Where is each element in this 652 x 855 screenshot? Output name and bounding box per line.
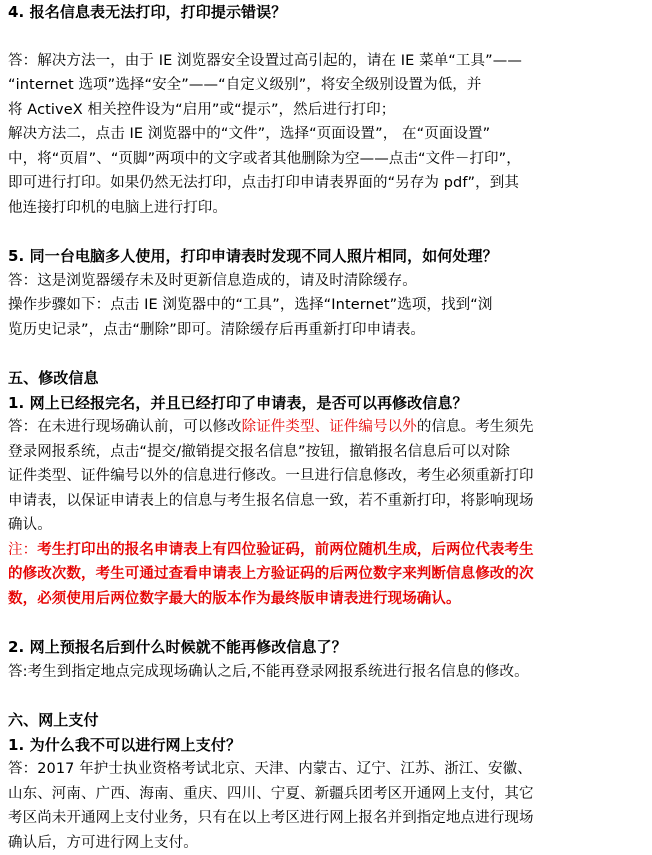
answer-line: 答:考生到指定地点完成现场确认之后,不能再登录网报系统进行报名信息的修改。: [8, 660, 642, 685]
spacer: [8, 220, 642, 244]
section-heading: 五、修改信息: [8, 366, 642, 391]
answer-line: 答：2017 年护士执业资格考试北京、天津、内蒙古、辽宁、江苏、浙江、安徽、: [8, 757, 642, 782]
answer-line: 登录网报系统，点击“提交/撤销提交报名信息”按钮，撤销报名信息后可以对除: [8, 440, 642, 465]
q4-heading: 4. 报名信息表无法打印，打印提示错误？: [8, 0, 642, 25]
question-heading: 2. 网上预报名后到什么时候就不能再修改信息了？: [8, 635, 642, 660]
highlighted-text: 除证件类型、证件编号以外: [242, 419, 417, 435]
answer-line: 确认后，方可进行网上支付。: [8, 831, 642, 855]
spacer: [8, 342, 642, 366]
q4-answer-line: 解决方法二，点击 IE 浏览器中的“文件”，选择“页面设置”， 在“页面设置”: [8, 122, 642, 147]
spacer: [8, 25, 642, 49]
answer-line: 考区尚未开通网上支付业务，只有在以上考区进行网上报名并到指定地点进行现场: [8, 806, 642, 831]
answer-line: 申请表，以保证申请表上的信息与考生报名信息一致，若不重新打印，将影响现场: [8, 489, 642, 514]
note-label: 注：: [8, 542, 37, 558]
q4-answer-line: 中，将“页眉”、“页脚”两项中的文字或者其他删除为空——点击“文件－打印”，: [8, 147, 642, 172]
q4-answer-line: 他连接打印机的电脑上进行打印。: [8, 196, 642, 221]
answer-line: 证件类型、证件编号以外的信息进行修改。一旦进行信息修改，考生必须重新打印: [8, 464, 642, 489]
spacer: [8, 611, 642, 635]
note-text: 考生打印出的报名申请表上有四位验证码，前两位随机生成，后两位代表考生: [37, 542, 533, 558]
question-heading: 1. 为什么我不可以进行网上支付？: [8, 733, 642, 758]
q5-answer-line: 览历史记录”，点击“删除”即可。清除缓存后再重新打印申请表。: [8, 318, 642, 343]
section-heading: 六、网上支付: [8, 708, 642, 733]
note-line: 数，必须使用后两位数字最大的版本作为最终版申请表进行现场确认。: [8, 587, 642, 612]
answer-line: 确认。: [8, 513, 642, 538]
answer-line: [8, 415, 642, 440]
q4-answer-line: 答：解决方法一，由于 IE 浏览器安全设置过高引起的，请在 IE 菜单“工具”——: [8, 49, 642, 74]
q4-answer-line: 即可进行打印。如果仍然无法打印，点击打印申请表界面的“另存为 pdf”，到其: [8, 171, 642, 196]
q5-heading: 5. 同一台电脑多人使用，打印申请表时发现不同人照片相同，如何处理？: [8, 244, 642, 269]
q5-answer-line: 答：这是浏览器缓存未及时更新信息造成的，请及时清除缓存。: [8, 269, 642, 294]
answer-text: 答：在未进行现场确认前，可以修改: [8, 419, 242, 435]
q5-answer-line: 操作步骤如下：点击 IE 浏览器中的“工具”，选择“Internet”选项，找到“浏: [8, 293, 642, 318]
answer-text: 的信息。考生须先: [417, 419, 534, 435]
note-line: 的修改次数，考生可通过查看申请表上方验证码的后两位数字来判断信息修改的次: [8, 562, 642, 587]
answer-line: 山东、河南、广西、海南、重庆、四川、宁夏、新疆兵团考区开通网上支付，其它: [8, 782, 642, 807]
note-line: [8, 538, 642, 563]
spacer: [8, 684, 642, 708]
q4-answer-line: “internet 选项”选择“安全”——“自定义级别”，将安全级别设置为低，并: [8, 73, 642, 98]
q4-answer-line: 将 ActiveX 相关控件设为“启用”或“提示”，然后进行打印；: [8, 98, 642, 123]
question-heading: 1. 网上已经报完名，并且已经打印了申请表，是否可以再修改信息？: [8, 391, 642, 416]
